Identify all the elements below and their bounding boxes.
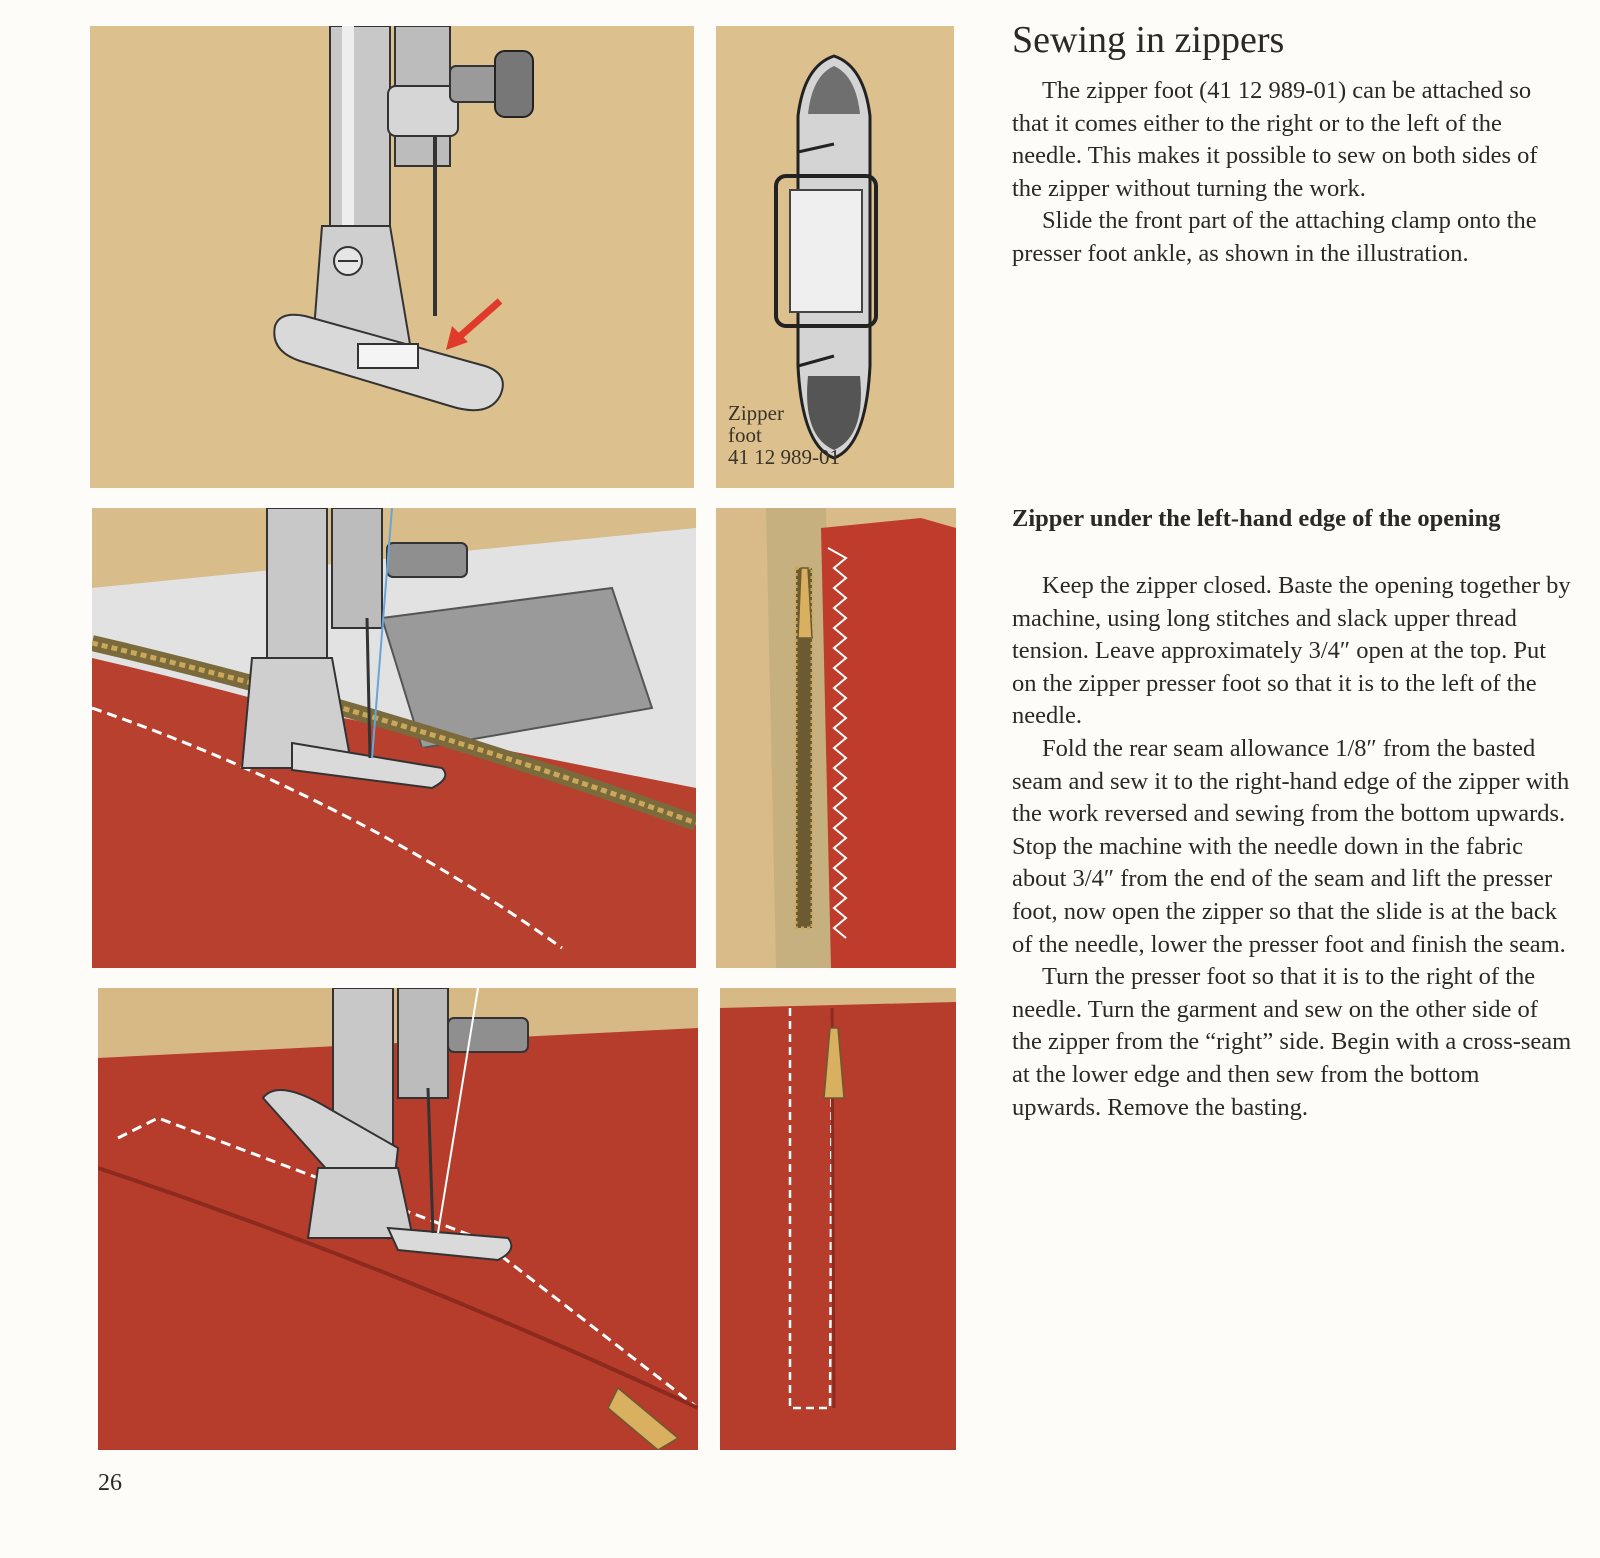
- paragraph: Fold the rear seam allowance 1/8″ from the basted seam and sew it to the right-hand edge of the zipper with the work reversed and sewing from the bottom upwards. Stop the machine with the needle down in the fabric about 3/4″ from the end of the seam and lift the presser foot, now open the zipper so that the slide is at the back of the needle, lower the presser foot and finish the seam.: [1012, 734, 1570, 958]
- illustration-sewing-zipper: [92, 508, 696, 968]
- paragraph: Turn the presser foot so that it is to the right of the needle. Turn the garment and sew on the other side of the zipper from the “right” side. Begin with a cross-seam at the lower edge and then sew from the bottom upwards. Remove the basting.: [1012, 963, 1572, 1121]
- paragraph: Keep the zipper closed. Baste the opening together by machine, using long stitches and slack upper thread tension. Leave approximately 3/4″ open at the top. Put on the zipper presser foot so that it is to the left of the needle.: [1012, 572, 1571, 730]
- intro-text: [1012, 75, 1572, 271]
- illustration-sewing-other-side: [98, 988, 698, 1450]
- caption-line: Zipper: [728, 401, 784, 425]
- zipper-foot-caption: [728, 402, 840, 468]
- paragraph: The zipper foot (41 12 989-01) can be attached so that it comes either to the right or to the left of the needle. This makes it possible to sew on both sides of the zipper without turning the work.: [1012, 77, 1538, 202]
- finished-zipper-drawing: [720, 988, 956, 1450]
- caption-line: 41 12 989-01: [728, 445, 840, 469]
- illustration-finished-zipper: [720, 988, 956, 1450]
- illustration-zipper-basted: [716, 508, 956, 968]
- paragraph: Slide the front part of the attaching clamp onto the presser foot ankle, as shown in the illustration.: [1012, 207, 1537, 267]
- illustration-attach-clamp: [90, 26, 694, 488]
- caption-line: foot: [728, 423, 762, 447]
- presser-foot-drawing: [90, 26, 694, 488]
- page-title: Sewing in zippers: [1012, 19, 1285, 61]
- section-heading: Zipper under the left-hand edge of the opening: [1012, 505, 1501, 532]
- body-text: [1012, 570, 1572, 1124]
- sewing-other-side-drawing: [98, 988, 698, 1450]
- page-number: 26: [98, 1470, 122, 1496]
- zipper-basted-drawing: [716, 508, 956, 968]
- sewing-zipper-drawing: [92, 508, 696, 968]
